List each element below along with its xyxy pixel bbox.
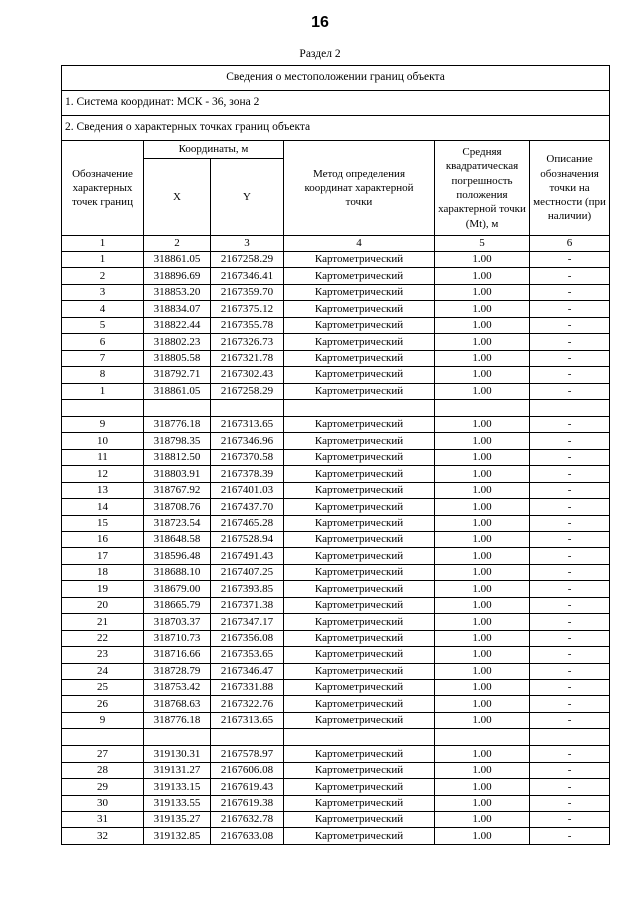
y-cell: 2167578.97: [211, 746, 284, 762]
x-cell: 318665.79: [144, 597, 211, 613]
x-cell: 318596.48: [144, 548, 211, 564]
table-row: [62, 581, 610, 597]
description-cell: -: [530, 383, 610, 399]
table-row: [62, 466, 610, 482]
accuracy-cell: 1.00: [435, 712, 530, 728]
point-id-cell: 5: [62, 317, 144, 333]
point-id-cell: 15: [62, 515, 144, 531]
empty-cell: [62, 399, 144, 416]
method-cell: Картометрический: [284, 630, 435, 646]
table-row: [62, 367, 610, 383]
point-id-cell: 3: [62, 284, 144, 300]
method-cell: Картометрический: [284, 548, 435, 564]
y-cell: 2167491.43: [211, 548, 284, 564]
x-cell: 318861.05: [144, 383, 211, 399]
description-cell: -: [530, 416, 610, 432]
point-id-cell: 1: [62, 383, 144, 399]
accuracy-cell: 1.00: [435, 663, 530, 679]
table-row: [62, 350, 610, 366]
y-cell: 2167302.43: [211, 367, 284, 383]
description-cell: -: [530, 367, 610, 383]
y-cell: 2167258.29: [211, 383, 284, 399]
accuracy-cell: 1.00: [435, 795, 530, 811]
empty-cell: [284, 729, 435, 746]
description-cell: -: [530, 746, 610, 762]
accuracy-cell: 1.00: [435, 828, 530, 844]
accuracy-cell: 1.00: [435, 268, 530, 284]
y-cell: 2167633.08: [211, 828, 284, 844]
method-cell: Картометрический: [284, 334, 435, 350]
accuracy-cell: 1.00: [435, 301, 530, 317]
description-cell: -: [530, 449, 610, 465]
point-id-cell: 29: [62, 779, 144, 795]
accuracy-cell: 1.00: [435, 746, 530, 762]
accuracy-cell: 1.00: [435, 779, 530, 795]
table-row: [62, 795, 610, 811]
x-cell: 318723.54: [144, 515, 211, 531]
table-row: [62, 482, 610, 498]
point-id-cell: 6: [62, 334, 144, 350]
method-cell: Картометрический: [284, 795, 435, 811]
x-cell: 318710.73: [144, 630, 211, 646]
x-cell: 318767.92: [144, 482, 211, 498]
description-cell: -: [530, 663, 610, 679]
accuracy-cell: 1.00: [435, 416, 530, 432]
method-cell: Картометрический: [284, 482, 435, 498]
method-cell: Картометрический: [284, 433, 435, 449]
point-id-cell: 7: [62, 350, 144, 366]
accuracy-cell: 1.00: [435, 647, 530, 663]
method-cell: Картометрический: [284, 383, 435, 399]
method-cell: Картометрический: [284, 746, 435, 762]
header-x: X: [144, 159, 211, 236]
method-cell: Картометрический: [284, 466, 435, 482]
accuracy-cell: 1.00: [435, 597, 530, 613]
y-cell: 2167346.47: [211, 663, 284, 679]
table-row: [62, 532, 610, 548]
y-cell: 2167407.25: [211, 564, 284, 580]
description-cell: -: [530, 317, 610, 333]
accuracy-cell: 1.00: [435, 812, 530, 828]
method-cell: Картометрический: [284, 301, 435, 317]
method-cell: Картометрический: [284, 252, 435, 268]
table-title: Сведения о местоположении границ объекта: [62, 66, 610, 91]
method-cell: Картометрический: [284, 515, 435, 531]
y-cell: 2167437.70: [211, 499, 284, 515]
point-id-cell: 20: [62, 597, 144, 613]
description-cell: -: [530, 350, 610, 366]
description-cell: -: [530, 581, 610, 597]
column-number: 2: [144, 236, 211, 252]
empty-cell: [144, 399, 211, 416]
method-cell: Картометрический: [284, 449, 435, 465]
point-id-cell: 32: [62, 828, 144, 844]
accuracy-cell: 1.00: [435, 252, 530, 268]
method-cell: Картометрический: [284, 367, 435, 383]
description-cell: -: [530, 252, 610, 268]
description-cell: -: [530, 433, 610, 449]
accuracy-cell: 1.00: [435, 334, 530, 350]
x-cell: 318834.07: [144, 301, 211, 317]
x-cell: 318803.91: [144, 466, 211, 482]
table-row: [62, 301, 610, 317]
y-cell: 2167393.85: [211, 581, 284, 597]
point-id-cell: 2: [62, 268, 144, 284]
table-row: [62, 647, 610, 663]
point-id-cell: 25: [62, 679, 144, 695]
accuracy-cell: 1.00: [435, 317, 530, 333]
description-cell: -: [530, 647, 610, 663]
table-row: [62, 828, 610, 844]
y-cell: 2167321.78: [211, 350, 284, 366]
table-row: [62, 499, 610, 515]
description-cell: -: [530, 795, 610, 811]
point-id-cell: 31: [62, 812, 144, 828]
point-id-cell: 12: [62, 466, 144, 482]
y-cell: 2167528.94: [211, 532, 284, 548]
method-cell: Картометрический: [284, 647, 435, 663]
method-cell: Картометрический: [284, 268, 435, 284]
x-cell: 318776.18: [144, 416, 211, 432]
x-cell: 318896.69: [144, 268, 211, 284]
header-method: Метод определения координат характерной точки: [284, 141, 435, 236]
table-row: [62, 630, 610, 646]
page-number: 16: [311, 14, 329, 31]
point-id-cell: 24: [62, 663, 144, 679]
accuracy-cell: 1.00: [435, 630, 530, 646]
y-cell: 2167371.38: [211, 597, 284, 613]
point-id-cell: 8: [62, 367, 144, 383]
method-cell: Картометрический: [284, 581, 435, 597]
empty-cell: [284, 399, 435, 416]
x-cell: 319133.55: [144, 795, 211, 811]
y-cell: 2167370.58: [211, 449, 284, 465]
table-row: [62, 762, 610, 778]
y-cell: 2167313.65: [211, 712, 284, 728]
point-id-cell: 4: [62, 301, 144, 317]
x-cell: 318792.71: [144, 367, 211, 383]
x-cell: 318679.00: [144, 581, 211, 597]
x-cell: 319130.31: [144, 746, 211, 762]
description-cell: -: [530, 712, 610, 728]
description-cell: -: [530, 499, 610, 515]
header-accuracy: Средняя квадратическая погрешность положения характерной точки (Mt), м: [435, 141, 530, 236]
point-id-cell: 13: [62, 482, 144, 498]
header-description: Описание обозначения точки на местности (при наличии): [530, 141, 610, 236]
y-cell: 2167606.08: [211, 762, 284, 778]
x-cell: 318822.44: [144, 317, 211, 333]
table-row: [62, 779, 610, 795]
table-row: [62, 317, 610, 333]
point-id-cell: 9: [62, 712, 144, 728]
method-cell: Картометрический: [284, 679, 435, 695]
point-id-cell: 16: [62, 532, 144, 548]
x-cell: 319135.27: [144, 812, 211, 828]
point-id-cell: 10: [62, 433, 144, 449]
x-cell: 318708.76: [144, 499, 211, 515]
accuracy-cell: 1.00: [435, 614, 530, 630]
points-heading: 2. Сведения о характерных точках границ объекта: [62, 116, 610, 141]
method-cell: Картометрический: [284, 416, 435, 432]
column-number: 3: [211, 236, 284, 252]
description-cell: -: [530, 466, 610, 482]
accuracy-cell: 1.00: [435, 564, 530, 580]
description-cell: -: [530, 532, 610, 548]
table-row: [62, 679, 610, 695]
y-cell: 2167356.08: [211, 630, 284, 646]
point-id-cell: 17: [62, 548, 144, 564]
y-cell: 2167465.28: [211, 515, 284, 531]
y-cell: 2167346.96: [211, 433, 284, 449]
description-cell: -: [530, 679, 610, 695]
y-cell: 2167326.73: [211, 334, 284, 350]
header-y: Y: [211, 159, 284, 236]
column-number: 1: [62, 236, 144, 252]
x-cell: 318853.20: [144, 284, 211, 300]
description-cell: -: [530, 597, 610, 613]
table-row: [62, 812, 610, 828]
accuracy-cell: 1.00: [435, 433, 530, 449]
table-row: [62, 268, 610, 284]
column-number: 5: [435, 236, 530, 252]
method-cell: Картометрический: [284, 696, 435, 712]
coordinate-system: 1. Система координат: МСК - 36, зона 2: [62, 91, 610, 116]
column-numbers-row: [62, 236, 610, 252]
x-cell: 318776.18: [144, 712, 211, 728]
table-row: [62, 252, 610, 268]
y-cell: 2167619.43: [211, 779, 284, 795]
method-cell: Картометрический: [284, 499, 435, 515]
method-cell: Картометрический: [284, 712, 435, 728]
table-row: [62, 383, 610, 399]
description-cell: -: [530, 812, 610, 828]
method-cell: Картометрический: [284, 597, 435, 613]
y-cell: 2167378.39: [211, 466, 284, 482]
accuracy-cell: 1.00: [435, 367, 530, 383]
table-row: [62, 696, 610, 712]
description-cell: -: [530, 482, 610, 498]
table-row: [62, 548, 610, 564]
description-cell: -: [530, 548, 610, 564]
method-cell: Картометрический: [284, 564, 435, 580]
empty-cell: [530, 729, 610, 746]
x-cell: 318812.50: [144, 449, 211, 465]
x-cell: 318805.58: [144, 350, 211, 366]
y-cell: 2167313.65: [211, 416, 284, 432]
empty-cell: [62, 729, 144, 746]
empty-cell: [211, 729, 284, 746]
accuracy-cell: 1.00: [435, 679, 530, 695]
accuracy-cell: 1.00: [435, 499, 530, 515]
empty-cell: [211, 399, 284, 416]
table-row: [62, 416, 610, 432]
method-cell: Картометрический: [284, 284, 435, 300]
x-cell: 319131.27: [144, 762, 211, 778]
accuracy-cell: 1.00: [435, 466, 530, 482]
x-cell: 318648.58: [144, 532, 211, 548]
accuracy-cell: 1.00: [435, 449, 530, 465]
y-cell: 2167322.76: [211, 696, 284, 712]
empty-cell: [530, 399, 610, 416]
empty-cell: [435, 729, 530, 746]
method-cell: Картометрический: [284, 350, 435, 366]
point-id-cell: 9: [62, 416, 144, 432]
accuracy-cell: 1.00: [435, 515, 530, 531]
y-cell: 2167375.12: [211, 301, 284, 317]
y-cell: 2167258.29: [211, 252, 284, 268]
accuracy-cell: 1.00: [435, 581, 530, 597]
table-row: [62, 597, 610, 613]
description-cell: -: [530, 515, 610, 531]
column-number: 6: [530, 236, 610, 252]
accuracy-cell: 1.00: [435, 383, 530, 399]
accuracy-cell: 1.00: [435, 532, 530, 548]
empty-cell: [144, 729, 211, 746]
x-cell: 318728.79: [144, 663, 211, 679]
group-separator-row: [62, 399, 610, 416]
description-cell: -: [530, 268, 610, 284]
x-cell: 318768.63: [144, 696, 211, 712]
x-cell: 318753.42: [144, 679, 211, 695]
y-cell: 2167353.65: [211, 647, 284, 663]
y-cell: 2167331.88: [211, 679, 284, 695]
x-cell: 318798.35: [144, 433, 211, 449]
description-cell: -: [530, 779, 610, 795]
point-id-cell: 26: [62, 696, 144, 712]
group-separator-row: [62, 729, 610, 746]
x-cell: 318716.66: [144, 647, 211, 663]
method-cell: Картометрический: [284, 779, 435, 795]
x-cell: 319132.85: [144, 828, 211, 844]
y-cell: 2167359.70: [211, 284, 284, 300]
x-cell: 318688.10: [144, 564, 211, 580]
point-id-cell: 28: [62, 762, 144, 778]
y-cell: 2167632.78: [211, 812, 284, 828]
y-cell: 2167619.38: [211, 795, 284, 811]
method-cell: Картометрический: [284, 828, 435, 844]
boundary-points-table: [61, 65, 610, 845]
accuracy-cell: 1.00: [435, 284, 530, 300]
section-label: Раздел 2: [299, 48, 341, 60]
table-row: [62, 712, 610, 728]
x-cell: 318802.23: [144, 334, 211, 350]
table-row: [62, 614, 610, 630]
y-cell: 2167347.17: [211, 614, 284, 630]
header-designation: Обозначение характерных точек границ: [62, 141, 144, 236]
description-cell: -: [530, 828, 610, 844]
point-id-cell: 11: [62, 449, 144, 465]
accuracy-cell: 1.00: [435, 350, 530, 366]
accuracy-cell: 1.00: [435, 762, 530, 778]
y-cell: 2167355.78: [211, 317, 284, 333]
table-row: [62, 564, 610, 580]
header-coordinates: Координаты, м: [144, 141, 284, 159]
point-id-cell: 30: [62, 795, 144, 811]
method-cell: Картометрический: [284, 762, 435, 778]
table-row: [62, 663, 610, 679]
x-cell: 318861.05: [144, 252, 211, 268]
accuracy-cell: 1.00: [435, 482, 530, 498]
table-row: [62, 746, 610, 762]
table-row: [62, 515, 610, 531]
point-id-cell: 21: [62, 614, 144, 630]
point-id-cell: 18: [62, 564, 144, 580]
description-cell: -: [530, 762, 610, 778]
table-row: [62, 334, 610, 350]
point-id-cell: 27: [62, 746, 144, 762]
description-cell: -: [530, 630, 610, 646]
table-row: [62, 433, 610, 449]
point-id-cell: 14: [62, 499, 144, 515]
accuracy-cell: 1.00: [435, 696, 530, 712]
x-cell: 319133.15: [144, 779, 211, 795]
description-cell: -: [530, 284, 610, 300]
description-cell: -: [530, 614, 610, 630]
y-cell: 2167401.03: [211, 482, 284, 498]
point-id-cell: 19: [62, 581, 144, 597]
table-row: [62, 449, 610, 465]
method-cell: Картометрический: [284, 663, 435, 679]
column-number: 4: [284, 236, 435, 252]
table-row: [62, 284, 610, 300]
description-cell: -: [530, 301, 610, 317]
empty-cell: [435, 399, 530, 416]
description-cell: -: [530, 564, 610, 580]
point-id-cell: 23: [62, 647, 144, 663]
accuracy-cell: 1.00: [435, 548, 530, 564]
point-id-cell: 1: [62, 252, 144, 268]
method-cell: Картометрический: [284, 812, 435, 828]
method-cell: Картометрический: [284, 532, 435, 548]
method-cell: Картометрический: [284, 614, 435, 630]
x-cell: 318703.37: [144, 614, 211, 630]
point-id-cell: 22: [62, 630, 144, 646]
description-cell: -: [530, 696, 610, 712]
y-cell: 2167346.41: [211, 268, 284, 284]
method-cell: Картометрический: [284, 317, 435, 333]
description-cell: -: [530, 334, 610, 350]
